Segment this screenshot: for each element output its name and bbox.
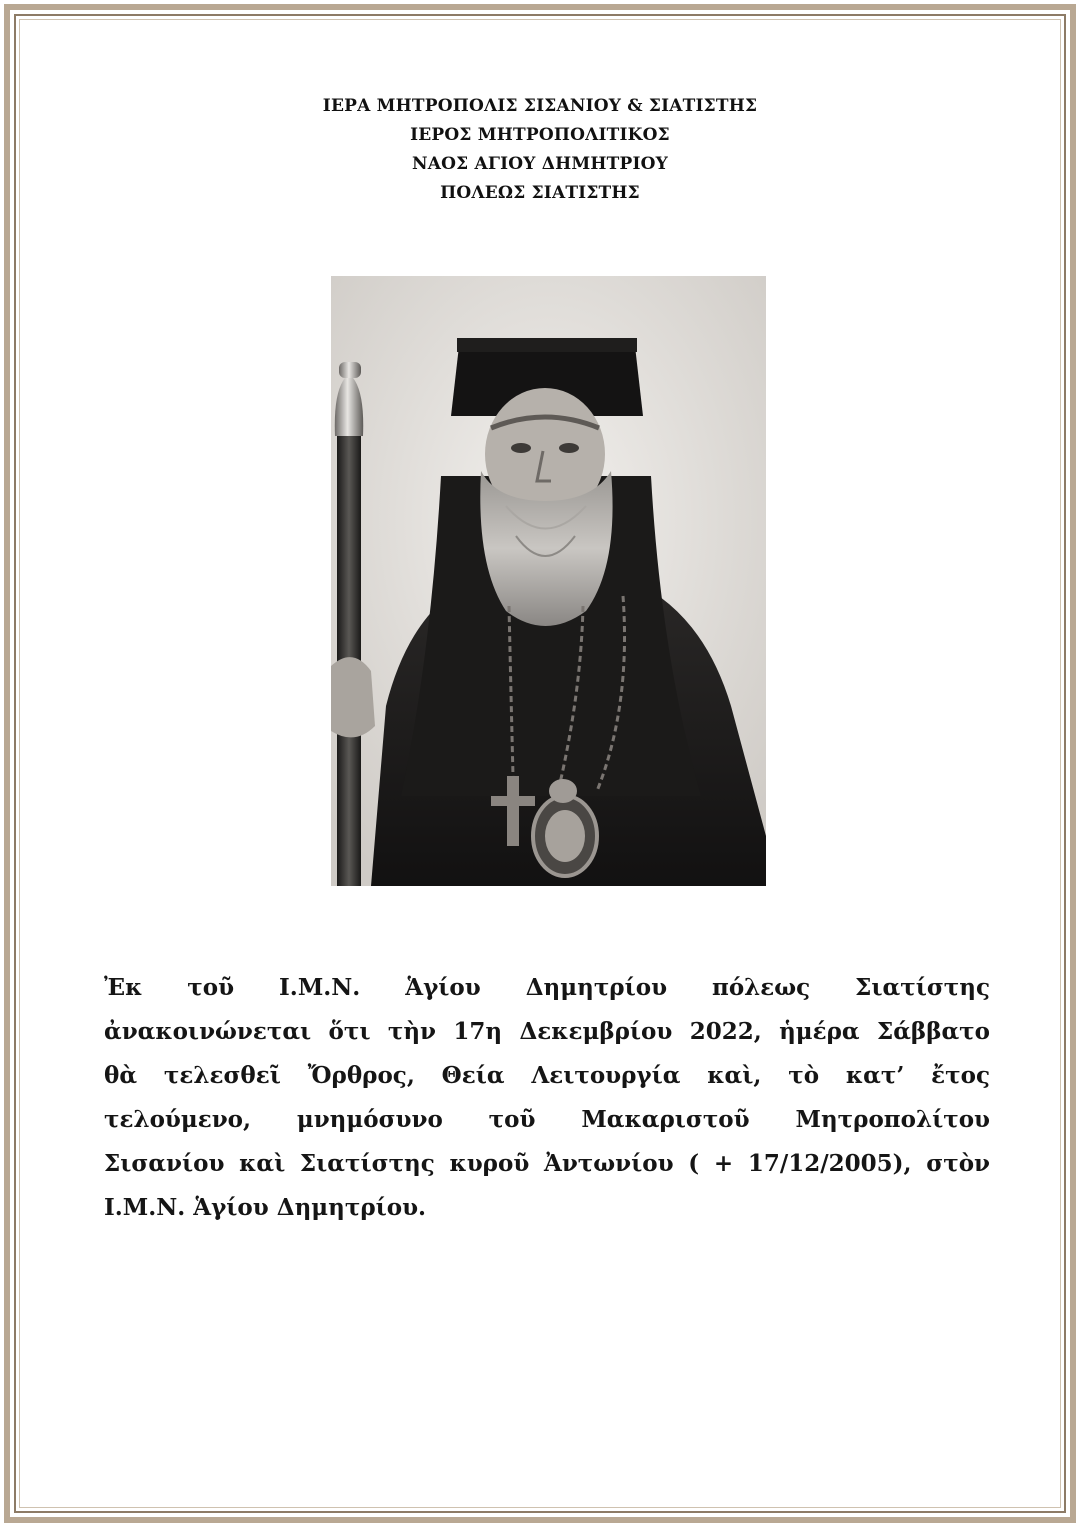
portrait-illustration [331,276,766,886]
letterhead-line-4: ΠΟΛΕΩΣ ΣΙΑΤΙΣΤΗΣ [440,183,640,203]
announcement-line-4: τελούμενο, μνημόσυνο τοῦ Μακαριστοῦ Μητροπολίτου [104,1106,990,1133]
announcement-line-5: Σισανίου καὶ Σιατίστης κυροῦ Ἀντωνίου ( + 17/12/2005), στὸν [104,1150,990,1177]
announcement-line-2: ἀνακοινώνεται ὅτι τὴν 17η Δεκεμβρίου 2022, ἡμέρα Σάββατο [104,1018,990,1045]
letterhead-line-3: ΝΑΟΣ ΑΓΙΟΥ ΔΗΜΗΤΡΙΟΥ [411,154,668,174]
announcement-line-3: θὰ τελεσθεῖ Ὄρθρος, Θεία Λειτουργία καὶ, τὸ κατ’ ἔτος [104,1062,990,1089]
letterhead-line-1: ΙΕΡΑ ΜΗΤΡΟΠΟΛΙΣ ΣΙΣΑΝΙΟΥ & ΣΙΑΤΙΣΤΗΣ [322,96,758,116]
portrait-photo [331,276,766,886]
letterhead-line-2: ΙΕΡΟΣ ΜΗΤΡΟΠΟΛΙΤΙΚΟΣ [410,125,670,145]
announcement-line-6: Ι.Μ.Ν. Ἁγίου Δημητρίου. [104,1194,427,1221]
announcement-line-1: Ἐκ τοῦ Ι.Μ.Ν. Ἁγίου Δημητρίου πόλεως Σιατίστης [104,974,990,1001]
letterhead [0,92,1080,208]
announcement-text [104,966,990,1230]
